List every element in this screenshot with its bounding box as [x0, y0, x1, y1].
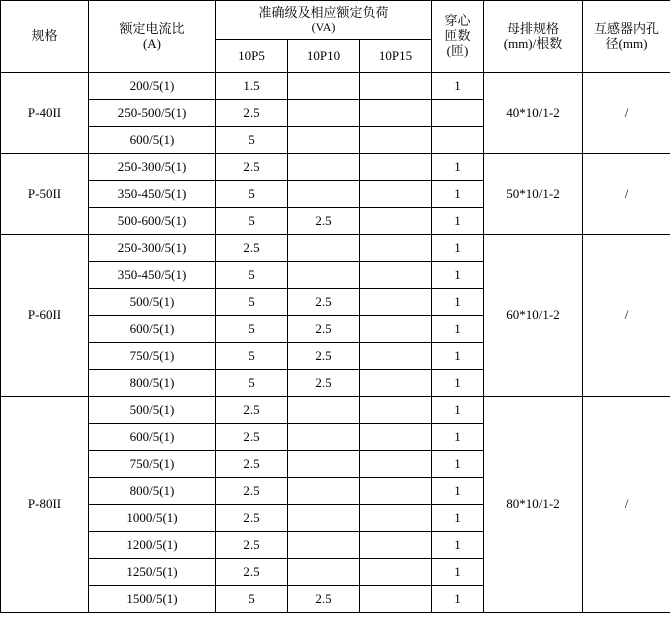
- header-turns: [432, 1, 484, 73]
- cell-turns: 1: [432, 451, 484, 478]
- cell-rated-current-ratio: 1000/5(1): [89, 505, 216, 532]
- header-inner-hole-line1: 互感器内孔: [593, 20, 659, 36]
- cell-accuracy-10p5: 2.5: [216, 559, 288, 586]
- cell-turns: 1: [432, 478, 484, 505]
- cell-spec: P-60II: [1, 235, 89, 397]
- cell-accuracy-10p15: [360, 424, 432, 451]
- cell-accuracy-10p15: [360, 316, 432, 343]
- cell-accuracy-10p5: 2.5: [216, 235, 288, 262]
- cell-rated-current-ratio: 600/5(1): [89, 316, 216, 343]
- cell-accuracy-10p10: [288, 424, 360, 451]
- cell-accuracy-10p10: [288, 127, 360, 154]
- cell-accuracy-10p10: [288, 181, 360, 208]
- cell-rated-current-ratio: 250-500/5(1): [89, 100, 216, 127]
- header-busbar-line2: (mm)/根数: [503, 35, 563, 51]
- table-body: [1, 73, 670, 613]
- header-rated-current-ratio-unit: (A): [142, 35, 162, 51]
- header-accuracy-10p5: 10P5: [216, 40, 288, 73]
- cell-accuracy-10p10: [288, 451, 360, 478]
- header-accuracy-10p10: 10P10: [288, 40, 360, 73]
- header-inner-hole-line2: 径(mm): [605, 35, 648, 51]
- cell-accuracy-10p10: [288, 532, 360, 559]
- cell-busbar: 40*10/1-2: [484, 73, 583, 154]
- table-row: [1, 397, 670, 424]
- cell-accuracy-10p5: 2.5: [216, 478, 288, 505]
- table-row: [1, 154, 670, 181]
- cell-rated-current-ratio: 250-300/5(1): [89, 235, 216, 262]
- cell-accuracy-10p5: 2.5: [216, 397, 288, 424]
- cell-accuracy-10p15: [360, 559, 432, 586]
- cell-rated-current-ratio: 1250/5(1): [89, 559, 216, 586]
- cell-rated-current-ratio: 350-450/5(1): [89, 262, 216, 289]
- cell-turns: 1: [432, 586, 484, 613]
- cell-accuracy-10p15: [360, 289, 432, 316]
- cell-accuracy-10p10: 2.5: [288, 208, 360, 235]
- cell-accuracy-10p5: 2.5: [216, 505, 288, 532]
- cell-accuracy-10p5: 2.5: [216, 424, 288, 451]
- cell-turns: [432, 127, 484, 154]
- cell-accuracy-10p15: [360, 532, 432, 559]
- cell-turns: 1: [432, 154, 484, 181]
- cell-accuracy-10p5: 2.5: [216, 154, 288, 181]
- cell-accuracy-10p10: [288, 397, 360, 424]
- header-turns-line2: 匝数: [444, 28, 471, 44]
- cell-spec: P-50II: [1, 154, 89, 235]
- cell-accuracy-10p15: [360, 100, 432, 127]
- cell-accuracy-10p15: [360, 127, 432, 154]
- table-header: [1, 1, 670, 73]
- cell-rated-current-ratio: 500-600/5(1): [89, 208, 216, 235]
- cell-turns: 1: [432, 289, 484, 316]
- cell-turns: 1: [432, 505, 484, 532]
- cell-accuracy-10p15: [360, 181, 432, 208]
- cell-rated-current-ratio: 350-450/5(1): [89, 181, 216, 208]
- cell-turns: 1: [432, 343, 484, 370]
- cell-turns: 1: [432, 397, 484, 424]
- cell-accuracy-10p10: [288, 100, 360, 127]
- cell-accuracy-10p5: 2.5: [216, 100, 288, 127]
- cell-rated-current-ratio: 750/5(1): [89, 451, 216, 478]
- header-rated-current-ratio: [89, 1, 216, 73]
- cell-inner-hole: /: [583, 154, 670, 235]
- cell-accuracy-10p5: 5: [216, 262, 288, 289]
- cell-accuracy-10p15: [360, 154, 432, 181]
- cell-turns: 1: [432, 316, 484, 343]
- cell-turns: 1: [432, 73, 484, 100]
- cell-accuracy-10p10: 2.5: [288, 370, 360, 397]
- header-accuracy-group-line1: 准确级及相应额定负荷: [258, 4, 389, 20]
- header-turns-unit: (匝): [446, 42, 469, 58]
- cell-turns: 1: [432, 181, 484, 208]
- cell-rated-current-ratio: 750/5(1): [89, 343, 216, 370]
- cell-accuracy-10p5: 2.5: [216, 451, 288, 478]
- cell-inner-hole: /: [583, 73, 670, 154]
- cell-spec: P-80II: [1, 397, 89, 613]
- cell-rated-current-ratio: 600/5(1): [89, 424, 216, 451]
- cell-rated-current-ratio: 500/5(1): [89, 289, 216, 316]
- cell-accuracy-10p15: [360, 397, 432, 424]
- cell-accuracy-10p5: 5: [216, 586, 288, 613]
- cell-accuracy-10p15: [360, 478, 432, 505]
- cell-spec: P-40II: [1, 73, 89, 154]
- cell-accuracy-10p10: [288, 478, 360, 505]
- header-spec: 规格: [1, 1, 89, 73]
- cell-accuracy-10p5: 5: [216, 370, 288, 397]
- cell-turns: 1: [432, 262, 484, 289]
- cell-turns: 1: [432, 235, 484, 262]
- cell-accuracy-10p15: [360, 451, 432, 478]
- cell-accuracy-10p10: 2.5: [288, 343, 360, 370]
- header-accuracy-group: [216, 1, 432, 40]
- cell-inner-hole: /: [583, 397, 670, 613]
- cell-accuracy-10p15: [360, 343, 432, 370]
- header-rated-current-ratio-line1: 额定电流比: [119, 20, 185, 36]
- cell-rated-current-ratio: 250-300/5(1): [89, 154, 216, 181]
- cell-accuracy-10p10: [288, 262, 360, 289]
- cell-accuracy-10p15: [360, 73, 432, 100]
- cell-accuracy-10p15: [360, 235, 432, 262]
- cell-inner-hole: /: [583, 235, 670, 397]
- cell-rated-current-ratio: 800/5(1): [89, 478, 216, 505]
- table-row: [1, 73, 670, 100]
- table-row: [1, 235, 670, 262]
- cell-accuracy-10p10: 2.5: [288, 316, 360, 343]
- cell-accuracy-10p5: 2.5: [216, 532, 288, 559]
- cell-turns: 1: [432, 559, 484, 586]
- cell-accuracy-10p15: [360, 262, 432, 289]
- cell-accuracy-10p15: [360, 505, 432, 532]
- header-busbar-line1: 母排规格: [506, 20, 559, 36]
- cell-busbar: 80*10/1-2: [484, 397, 583, 613]
- cell-turns: [432, 100, 484, 127]
- cell-accuracy-10p10: [288, 505, 360, 532]
- cell-accuracy-10p10: 2.5: [288, 586, 360, 613]
- cell-turns: 1: [432, 532, 484, 559]
- cell-rated-current-ratio: 600/5(1): [89, 127, 216, 154]
- cell-accuracy-10p10: [288, 154, 360, 181]
- header-accuracy-group-unit: (VA): [311, 19, 336, 34]
- header-busbar: [484, 1, 583, 73]
- cell-accuracy-10p5: 5: [216, 343, 288, 370]
- cell-turns: 1: [432, 424, 484, 451]
- cell-accuracy-10p5: 5: [216, 316, 288, 343]
- cell-accuracy-10p5: 5: [216, 208, 288, 235]
- cell-accuracy-10p10: 2.5: [288, 289, 360, 316]
- cell-turns: 1: [432, 208, 484, 235]
- cell-rated-current-ratio: 1200/5(1): [89, 532, 216, 559]
- cell-turns: 1: [432, 370, 484, 397]
- cell-rated-current-ratio: 1500/5(1): [89, 586, 216, 613]
- cell-accuracy-10p5: 1.5: [216, 73, 288, 100]
- header-inner-hole: [583, 1, 670, 73]
- cell-accuracy-10p15: [360, 586, 432, 613]
- cell-rated-current-ratio: 800/5(1): [89, 370, 216, 397]
- cell-accuracy-10p15: [360, 370, 432, 397]
- cell-rated-current-ratio: 200/5(1): [89, 73, 216, 100]
- cell-busbar: 60*10/1-2: [484, 235, 583, 397]
- header-accuracy-10p15: 10P15: [360, 40, 432, 73]
- cell-accuracy-10p10: [288, 73, 360, 100]
- cell-busbar: 50*10/1-2: [484, 154, 583, 235]
- header-turns-line1: 穿心: [444, 13, 471, 29]
- cell-accuracy-10p15: [360, 208, 432, 235]
- cell-accuracy-10p10: [288, 235, 360, 262]
- cell-accuracy-10p10: [288, 559, 360, 586]
- cell-accuracy-10p5: 5: [216, 181, 288, 208]
- cell-rated-current-ratio: 500/5(1): [89, 397, 216, 424]
- cell-accuracy-10p5: 5: [216, 289, 288, 316]
- cell-accuracy-10p5: 5: [216, 127, 288, 154]
